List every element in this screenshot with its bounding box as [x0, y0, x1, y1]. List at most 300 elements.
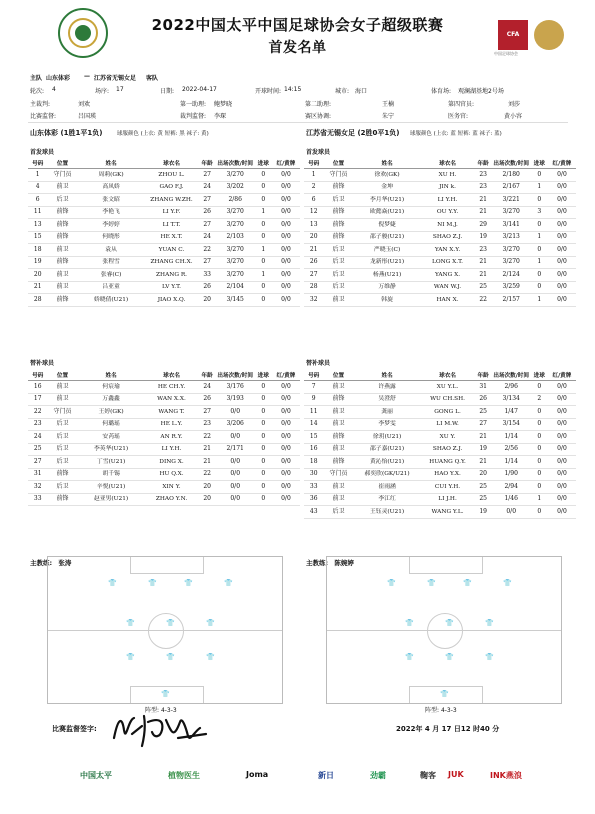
table-cell: 0/0 — [272, 294, 300, 307]
table-cell: 0 — [255, 443, 272, 456]
divider — [28, 122, 568, 123]
table-cell: 0 — [531, 431, 548, 444]
table-cell: 前锋 — [323, 431, 353, 444]
table-cell: 0/0 — [548, 181, 576, 194]
away-coach-name: 陈婉婷 — [334, 559, 354, 567]
table-cell: 0 — [255, 493, 272, 506]
table-cell: 23 — [199, 418, 216, 431]
away-formation — [425, 705, 457, 714]
table-cell: 0/0 — [548, 418, 576, 431]
column-header: 进球 — [531, 158, 548, 169]
table-cell: 0/0 — [548, 493, 576, 506]
column-header: 红/黄牌 — [272, 370, 300, 381]
sponsor-logo: 劲霸 — [370, 771, 386, 780]
table-cell: 前卫 — [323, 443, 353, 456]
table-cell: 前锋 — [47, 206, 77, 219]
table-cell: CUI Y.H. — [421, 481, 475, 494]
table-row — [28, 181, 300, 194]
table-row — [304, 169, 576, 182]
table-row — [304, 481, 576, 494]
table-row — [304, 206, 576, 219]
away-starters-table — [304, 158, 576, 307]
table-cell: NI M.J. — [421, 219, 475, 232]
table-cell: WU CH.SH. — [421, 393, 475, 406]
table-cell: HU Q.X. — [145, 468, 199, 481]
table-cell: 0/0 — [492, 506, 531, 519]
table-cell: 严晓玉(C) — [354, 244, 421, 257]
table-cell: 0/0 — [548, 269, 576, 282]
sponsor-logo: Joma — [246, 770, 269, 779]
table-cell: 邵子骏(U21) — [354, 231, 421, 244]
table-cell: 36 — [304, 493, 323, 506]
table-cell: WANG Y.L. — [421, 506, 475, 519]
table-cell: 27 — [304, 269, 323, 282]
table-row — [304, 269, 576, 282]
table-row — [28, 194, 300, 207]
table-cell: 李梦雯 — [354, 418, 421, 431]
table-cell: 0/0 — [548, 231, 576, 244]
home-team: 山东体彩 — [46, 75, 71, 82]
table-cell: 1/47 — [492, 406, 531, 419]
table-cell: 0 — [531, 443, 548, 456]
table-cell: 0/0 — [216, 481, 255, 494]
column-header: 号码 — [304, 370, 323, 381]
table-cell: 后卫 — [323, 244, 353, 257]
table-cell: 何宸瑜 — [78, 381, 145, 394]
table-cell: ZHOU L. — [145, 169, 199, 182]
table-cell: 龚丽 — [354, 406, 421, 419]
table-row — [304, 294, 576, 307]
table-cell: 王钰灵(U21) — [354, 506, 421, 519]
cfa-name: 中国足球协会 — [494, 51, 518, 56]
table-cell: YAN X.Y. — [421, 244, 475, 257]
column-header: 球衣名 — [421, 370, 475, 381]
table-cell: HE X.T. — [145, 231, 199, 244]
table-cell: 15 — [304, 431, 323, 444]
table-cell: 21 — [199, 443, 216, 456]
table-cell: 0 — [255, 231, 272, 244]
table-cell: 26 — [199, 281, 216, 294]
table-cell: 24 — [28, 431, 47, 444]
column-header: 出场次数/时间 — [492, 158, 531, 169]
table-cell: 前锋 — [47, 294, 77, 307]
table-cell: 16 — [304, 443, 323, 456]
table-cell: 前锋 — [47, 231, 77, 244]
table-cell: 3/213 — [492, 231, 531, 244]
table-cell: LI M.W. — [421, 418, 475, 431]
table-cell: 0 — [531, 244, 548, 257]
table-cell: 0 — [255, 294, 272, 307]
table-cell: 23 — [28, 418, 47, 431]
table-cell: 前卫 — [47, 269, 77, 282]
table-cell: 2/96 — [492, 381, 531, 394]
table-cell: 前卫 — [47, 381, 77, 394]
player-shirt-icon: 👕 — [206, 619, 215, 627]
table-cell: 21 — [199, 456, 216, 469]
table-cell: 0 — [255, 169, 272, 182]
table-row — [28, 294, 300, 307]
table-cell: LONG X.T. — [421, 256, 475, 269]
table-cell: 20 — [475, 468, 492, 481]
table-cell: 21 — [475, 206, 492, 219]
table-cell: WANG T. — [145, 406, 199, 419]
table-row — [304, 181, 576, 194]
table-row — [28, 443, 300, 456]
table-cell: 吕亚童 — [78, 281, 145, 294]
table-cell: 后卫 — [47, 456, 77, 469]
column-header: 号码 — [28, 370, 47, 381]
table-cell: 27 — [199, 406, 216, 419]
table-cell: 23 — [475, 181, 492, 194]
table-cell: 20 — [199, 481, 216, 494]
table-cell: 0 — [255, 194, 272, 207]
table-cell: 后卫 — [323, 194, 353, 207]
table-cell: 25 — [475, 481, 492, 494]
table-cell: 0/0 — [272, 493, 300, 506]
table-cell: 前锋 — [323, 231, 353, 244]
home-label: 主队 — [30, 75, 43, 82]
table-cell: 2/104 — [216, 281, 255, 294]
table-cell: HE L.Y. — [145, 418, 199, 431]
table-cell: 前卫 — [47, 281, 77, 294]
table-cell: 0 — [531, 169, 548, 182]
table-cell: 后卫 — [47, 194, 77, 207]
table-header-row — [28, 370, 300, 381]
fourth-label: 第四官员: — [448, 101, 475, 108]
home-starters-heading: 首发球员 — [30, 149, 55, 156]
table-row — [304, 231, 576, 244]
kickoff-label: 开球时间: — [255, 88, 282, 95]
table-cell: 13 — [28, 219, 47, 232]
home-coach-name: 张涛 — [58, 559, 72, 567]
table-cell: 前锋 — [323, 206, 353, 219]
page-title: 2022中国太平中国足球协会女子超级联赛 — [151, 16, 444, 34]
table-cell: 32 — [28, 481, 47, 494]
table-cell: 3/193 — [216, 393, 255, 406]
vs-dash: — — [84, 73, 90, 80]
table-cell: 21 — [475, 256, 492, 269]
column-header: 红/黄牌 — [272, 158, 300, 169]
table-cell: 21 — [475, 431, 492, 444]
table-cell: 0 — [531, 418, 548, 431]
table-cell: 守门员 — [47, 406, 77, 419]
home-subs-heading: 替补球员 — [30, 360, 55, 367]
table-cell: 高凤娇 — [78, 181, 145, 194]
table-cell: 29 — [475, 219, 492, 232]
column-header: 姓名 — [78, 370, 145, 381]
table-cell: 14 — [304, 418, 323, 431]
table-cell: 0/0 — [272, 431, 300, 444]
table-cell: 0 — [531, 194, 548, 207]
table-cell: 前卫 — [323, 381, 353, 394]
table-row — [28, 431, 300, 444]
table-cell: 1 — [531, 294, 548, 307]
table-cell: 后卫 — [47, 481, 77, 494]
table-cell: 何晓彤 — [78, 231, 145, 244]
table-cell: 娇晓倩(U21) — [78, 294, 145, 307]
column-header: 姓名 — [354, 158, 421, 169]
away-team: 江苏省无锡女足 — [94, 75, 137, 82]
table-cell: 25 — [475, 406, 492, 419]
table-cell: 2/124 — [492, 269, 531, 282]
table-cell: 0/0 — [216, 493, 255, 506]
table-cell: 0 — [531, 381, 548, 394]
sign-date: 2022年 4 月 17 日12 时40 分 — [396, 725, 500, 733]
table-cell: 王婷(GK) — [78, 406, 145, 419]
table-cell: 前卫 — [323, 294, 353, 307]
table-cell: 后卫 — [323, 269, 353, 282]
player-shirt-icon: 👕 — [387, 579, 396, 587]
table-cell: 28 — [28, 294, 47, 307]
table-cell: 16 — [28, 381, 47, 394]
home-formation-label: 阵型: — [145, 707, 160, 714]
table-cell: 33 — [28, 493, 47, 506]
table-cell: 0/0 — [272, 456, 300, 469]
player-shirt-icon: 👕 — [427, 579, 436, 587]
table-cell: 0 — [255, 468, 272, 481]
sponsor-bar — [0, 762, 595, 792]
table-row — [28, 244, 300, 257]
kickoff-value: 14:15 — [284, 86, 302, 93]
table-cell: 23 — [475, 169, 492, 182]
column-header: 年龄 — [475, 158, 492, 169]
table-cell: 0/0 — [216, 431, 255, 444]
ref-super-label: 裁判监督: — [180, 113, 207, 120]
player-shirt-icon: 👕 — [184, 579, 193, 587]
table-cell: 0 — [531, 456, 548, 469]
sponsor-logo: 鞠客 — [420, 771, 436, 780]
zone-value: 朱宁 — [382, 113, 395, 120]
table-cell: 0 — [255, 219, 272, 232]
table-cell: 11 — [304, 406, 323, 419]
table-cell: 龙新彤(U21) — [354, 256, 421, 269]
table-row — [28, 418, 300, 431]
table-cell: 袁从 — [78, 244, 145, 257]
home-coach-label: 主教练: — [30, 559, 53, 567]
table-cell: ZHANG R. — [145, 269, 199, 282]
match-no-value: 17 — [116, 86, 124, 93]
table-cell: 0 — [255, 381, 272, 394]
table-cell: 27 — [199, 169, 216, 182]
table-cell: 0/0 — [272, 443, 300, 456]
table-cell: 31 — [28, 468, 47, 481]
table-cell: 26 — [304, 256, 323, 269]
table-cell: 崔雨涵 — [354, 481, 421, 494]
table-cell: 24 — [199, 181, 216, 194]
table-cell: 前卫 — [47, 393, 77, 406]
table-cell: SHAO Z.J. — [421, 443, 475, 456]
table-cell: 3/141 — [492, 219, 531, 232]
table-cell: 李江红 — [354, 493, 421, 506]
sponsor-logo: 新日 — [318, 771, 334, 780]
table-cell: 23 — [475, 244, 492, 257]
player-shirt-icon: 👕 — [503, 579, 512, 587]
table-cell: 11 — [28, 206, 47, 219]
ar2-value: 王楠 — [382, 101, 395, 108]
table-cell: 0/0 — [272, 406, 300, 419]
referee-value: 刘欢 — [78, 101, 91, 108]
table-cell: 2/171 — [216, 443, 255, 456]
player-shirt-icon: 👕 — [485, 653, 494, 661]
column-header: 位置 — [323, 370, 353, 381]
table-cell: 金坤 — [354, 181, 421, 194]
away-coach-label: 主教练: — [306, 559, 329, 567]
table-row — [304, 443, 576, 456]
column-header: 出场次数/时间 — [216, 158, 255, 169]
table-cell: 27 — [475, 418, 492, 431]
table-cell: 30 — [304, 468, 323, 481]
table-row — [304, 393, 576, 406]
table-cell: 0 — [255, 281, 272, 294]
home-team-heading — [30, 128, 209, 138]
player-shirt-icon: 👕 — [224, 579, 233, 587]
signature-label: 比赛监督签字: — [52, 725, 97, 733]
table-cell: HAN X. — [421, 294, 475, 307]
table-row — [304, 281, 576, 294]
table-cell: 前锋 — [323, 181, 353, 194]
player-shirt-icon: 👕 — [485, 619, 494, 627]
table-cell: 1 — [531, 493, 548, 506]
column-header: 号码 — [304, 158, 323, 169]
table-cell: 3/270 — [492, 206, 531, 219]
table-cell: 李英华(U21) — [78, 443, 145, 456]
table-cell: 0/0 — [272, 481, 300, 494]
table-row — [304, 194, 576, 207]
table-cell: 33 — [199, 269, 216, 282]
table-cell: 3/270 — [216, 269, 255, 282]
table-cell: 李艳飞 — [78, 206, 145, 219]
table-cell: LI Y.H. — [145, 443, 199, 456]
table-cell: 3/176 — [216, 381, 255, 394]
column-header: 位置 — [323, 158, 353, 169]
table-cell: 0/0 — [272, 256, 300, 269]
table-cell: 吴澄舒 — [354, 393, 421, 406]
venue-value: 观澜湖基地2号场 — [458, 88, 504, 95]
table-cell: 0/0 — [216, 468, 255, 481]
table-cell: 3/259 — [492, 281, 531, 294]
table-cell: 3/270 — [216, 219, 255, 232]
table-cell: 0 — [255, 418, 272, 431]
table-cell: 前锋 — [47, 256, 77, 269]
table-cell: 27 — [199, 219, 216, 232]
table-cell: 0/0 — [548, 431, 576, 444]
doctor-label: 医务官: — [448, 113, 469, 120]
table-cell: 3/270 — [216, 244, 255, 257]
away-subs-table — [304, 370, 576, 519]
table-cell: 7 — [304, 381, 323, 394]
table-cell: 胡千锡 — [78, 468, 145, 481]
away-team-heading — [306, 128, 502, 138]
table-cell: 0/0 — [548, 381, 576, 394]
table-cell: 20 — [304, 231, 323, 244]
table-cell: JIN k. — [421, 181, 475, 194]
table-cell: 万鑫鑫 — [78, 393, 145, 406]
table-cell: DING X. — [145, 456, 199, 469]
ar2-label: 第二助理: — [305, 101, 332, 108]
column-header: 进球 — [531, 370, 548, 381]
column-header: 姓名 — [78, 158, 145, 169]
player-shirt-icon: 👕 — [405, 653, 414, 661]
table-cell: 1 — [304, 169, 323, 182]
table-row — [304, 406, 576, 419]
date-value: 2022-04-17 — [182, 86, 217, 93]
table-cell: 15 — [28, 231, 47, 244]
table-cell: 李婷婷 — [78, 219, 145, 232]
table-cell: 28 — [304, 281, 323, 294]
table-row — [304, 468, 576, 481]
player-shirt-icon: 👕 — [166, 653, 175, 661]
table-cell: 0/0 — [548, 393, 576, 406]
ar1-value: 鲍梦晓 — [214, 101, 233, 108]
table-cell: 0/0 — [548, 456, 576, 469]
table-row — [28, 406, 300, 419]
table-cell: 1/14 — [492, 456, 531, 469]
table-row — [28, 456, 300, 469]
table-cell: 12 — [304, 206, 323, 219]
table-cell: 3/221 — [492, 194, 531, 207]
table-row — [28, 269, 300, 282]
table-cell: LI T.T. — [145, 219, 199, 232]
home-team-name: 山东体彩 — [30, 129, 58, 137]
table-cell: ZHAO Y.N. — [145, 493, 199, 506]
table-row — [28, 206, 300, 219]
table-row — [28, 219, 300, 232]
table-cell: 0/0 — [548, 443, 576, 456]
column-header: 球衣名 — [145, 370, 199, 381]
city-value: 海口 — [355, 88, 368, 95]
table-cell: 郝奕欣(GK/U21) — [354, 468, 421, 481]
table-cell: 0 — [531, 281, 548, 294]
table-cell: 24 — [199, 231, 216, 244]
table-cell: 22 — [475, 294, 492, 307]
table-cell: 21 — [304, 244, 323, 257]
table-cell: 20 — [199, 493, 216, 506]
table-cell: 0/0 — [216, 406, 255, 419]
table-cell: 后卫 — [47, 431, 77, 444]
table-cell: 19 — [475, 506, 492, 519]
column-header: 红/黄牌 — [548, 158, 576, 169]
home-formation-pitch — [47, 556, 283, 704]
table-row — [304, 418, 576, 431]
table-cell: 0/0 — [272, 418, 300, 431]
table-cell: 26 — [199, 393, 216, 406]
table-cell: 3/145 — [216, 294, 255, 307]
column-header: 号码 — [28, 158, 47, 169]
table-cell: 0 — [531, 406, 548, 419]
away-formation-pitch — [326, 556, 562, 704]
column-header: 出场次数/时间 — [492, 370, 531, 381]
player-shirt-icon: 👕 — [405, 619, 414, 627]
table-cell: 徐玥(U21) — [354, 431, 421, 444]
table-cell: 9 — [304, 393, 323, 406]
table-cell: 前锋 — [47, 219, 77, 232]
table-cell: 守门员 — [323, 468, 353, 481]
table-cell: 4 — [28, 181, 47, 194]
table-cell: 0/0 — [548, 468, 576, 481]
table-cell: 6 — [28, 194, 47, 207]
table-cell: 0 — [531, 481, 548, 494]
table-cell: 0 — [255, 181, 272, 194]
table-cell: 2 — [531, 393, 548, 406]
signature-image — [108, 708, 213, 750]
cfa-badge: CFA — [498, 20, 528, 50]
player-shirt-icon: 👕 — [445, 619, 454, 627]
table-cell: ZHANG W.ZH. — [145, 194, 199, 207]
table-cell: 前卫 — [323, 406, 353, 419]
table-row — [28, 256, 300, 269]
table-cell: 张睿(C) — [78, 269, 145, 282]
table-row — [304, 381, 576, 394]
